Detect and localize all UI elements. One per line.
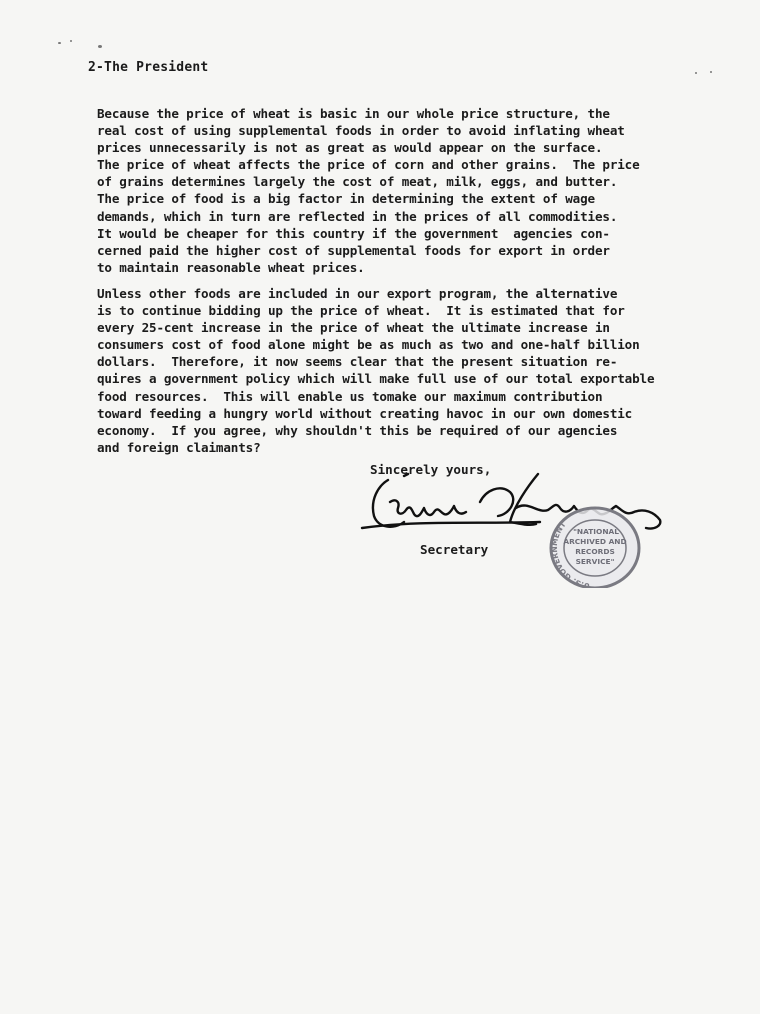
paper-speck (70, 40, 72, 42)
stamp-line-2: ARCHIVED AND (563, 537, 627, 546)
stamp-line-3: RECORDS (575, 547, 615, 556)
paper-speck (98, 45, 102, 48)
paper-speck (695, 72, 697, 74)
paper-speck (58, 42, 61, 44)
signer-title: Secretary (420, 542, 489, 557)
closing-line: Sincerely yours, (370, 462, 492, 477)
body-paragraph-2: Unless other foods are included in our export program, the alternative is to continue bidding up the price of wheat. It is estimated that for every 25-cent increase in the price of wheat the ultimate increase in consumers cost of food alone might be as much as two and one-half billion dollars. Therefore, it now seems clear that the present situation re- quires a government policy which will make full use of our total exportable food resources. This will enable us tomake our maximum contribution toward feeding a hungry world without creating havoc in our own domestic economy. If you agree, why shouldn't this be required of our agencies and foreign claimants? (97, 286, 655, 455)
archives-stamp (548, 504, 642, 588)
body-paragraph-1: Because the price of wheat is basic in our whole price structure, the real cost of using supplemental foods in order to avoid inflating wheat prices unnecessarily is not as great as would appear on the surface. The price of wheat affects the price of corn and other grains. The price of grains determines largely the cost of meat, milk, eggs, and butter. The price of food is a big factor in determining the extent of wage demands, which in turn are reflected in the prices of all commodities. It would be cheaper for this country if the government agencies con- cerned paid the higher cost of supplemental foods for export in order to maintain reasonable wheat prices. (97, 106, 640, 275)
stamp-line-4: SERVICE" (575, 557, 615, 566)
stamp-ring-text: U.S. GOVERNMENT (549, 520, 591, 588)
page-header: 2-The President (88, 60, 209, 75)
paper-speck (710, 71, 712, 73)
stamp-line-1: "NATIONAL (573, 527, 619, 536)
